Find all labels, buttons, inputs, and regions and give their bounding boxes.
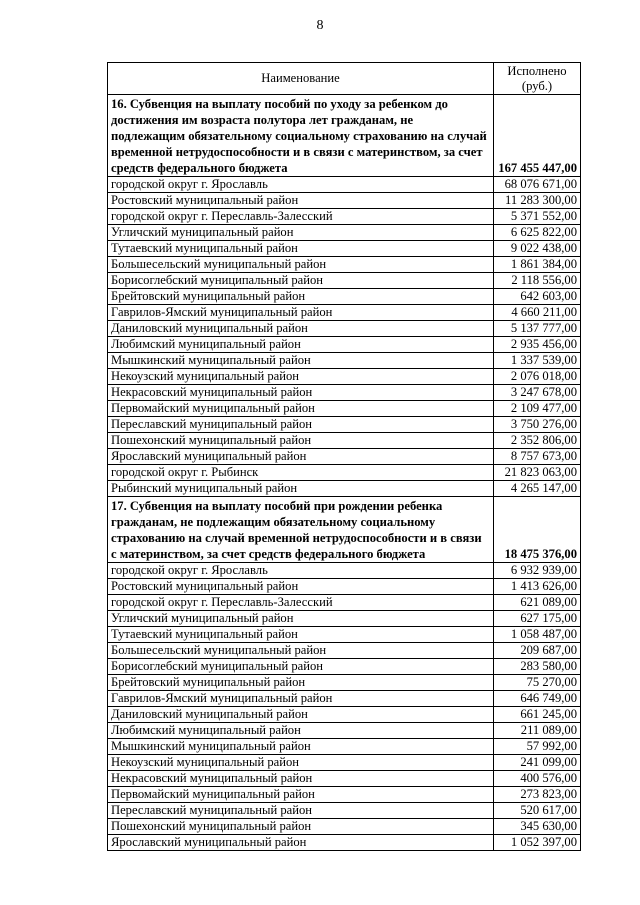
section-row [108,95,581,177]
table-row [108,707,581,723]
row-value: 6 625 822,00 [494,225,581,241]
row-name: Борисоглебский муниципальный район [108,659,494,675]
row-name: Переславский муниципальный район [108,803,494,819]
table-row [108,289,581,305]
row-name: Некоузский муниципальный район [108,369,494,385]
row-name: Тутаевский муниципальный район [108,627,494,643]
row-value: 3 247 678,00 [494,385,581,401]
row-value: 2 109 477,00 [494,401,581,417]
row-value: 621 089,00 [494,595,581,611]
table-row [108,643,581,659]
row-name: Большесельский муниципальный район [108,643,494,659]
row-name: городской округ г. Ярославль [108,177,494,193]
row-name: Брейтовский муниципальный район [108,289,494,305]
row-value: 400 576,00 [494,771,581,787]
table-row [108,321,581,337]
row-value: 21 823 063,00 [494,465,581,481]
row-name: Мышкинский муниципальный район [108,739,494,755]
row-value: 1 861 384,00 [494,257,581,273]
table-row [108,257,581,273]
table-header-row [108,63,581,95]
table-row [108,177,581,193]
table-row [108,465,581,481]
row-value: 6 932 939,00 [494,563,581,579]
row-value: 11 283 300,00 [494,193,581,209]
row-name: городской округ г. Переславль-Залесский [108,595,494,611]
row-value: 57 992,00 [494,739,581,755]
table-row [108,611,581,627]
table-row [108,563,581,579]
row-name: Переславский муниципальный район [108,417,494,433]
row-value: 68 076 671,00 [494,177,581,193]
table-row [108,723,581,739]
row-name: Тутаевский муниципальный район [108,241,494,257]
table-row [108,225,581,241]
row-value: 273 823,00 [494,787,581,803]
table-row [108,595,581,611]
row-value: 9 022 438,00 [494,241,581,257]
row-name: Любимский муниципальный район [108,337,494,353]
row-name: Угличский муниципальный район [108,611,494,627]
row-name: Борисоглебский муниципальный район [108,273,494,289]
row-name: Гаврилов-Ямский муниципальный район [108,305,494,321]
row-name: Пошехонский муниципальный район [108,433,494,449]
table-row [108,353,581,369]
row-value: 520 617,00 [494,803,581,819]
section-total: 167 455 447,00 [494,95,581,177]
row-name: Ярославский муниципальный район [108,449,494,465]
row-name: Рыбинский муниципальный район [108,481,494,497]
section-total: 18 475 376,00 [494,497,581,563]
table-row [108,691,581,707]
row-name: Ростовский муниципальный район [108,193,494,209]
row-name: городской округ г. Ярославль [108,563,494,579]
row-name: Большесельский муниципальный район [108,257,494,273]
row-value: 642 603,00 [494,289,581,305]
table-row [108,481,581,497]
row-name: Угличский муниципальный район [108,225,494,241]
table-row [108,209,581,225]
row-value: 1 337 539,00 [494,353,581,369]
row-value: 2 076 018,00 [494,369,581,385]
table-row [108,305,581,321]
table-row [108,659,581,675]
section-row [108,497,581,563]
row-name: Некоузский муниципальный район [108,755,494,771]
table-row [108,755,581,771]
row-value: 4 265 147,00 [494,481,581,497]
table-row [108,401,581,417]
row-name: Первомайский муниципальный район [108,401,494,417]
table-row [108,273,581,289]
table-row [108,193,581,209]
row-value: 627 175,00 [494,611,581,627]
row-name: Даниловский муниципальный район [108,707,494,723]
table-row [108,835,581,851]
row-value: 5 137 777,00 [494,321,581,337]
row-name: Некрасовский муниципальный район [108,771,494,787]
row-value: 209 687,00 [494,643,581,659]
table-row [108,417,581,433]
table-row [108,739,581,755]
row-value: 3 750 276,00 [494,417,581,433]
table-row [108,787,581,803]
table-row [108,433,581,449]
row-value: 2 935 456,00 [494,337,581,353]
row-value: 2 118 556,00 [494,273,581,289]
row-value: 211 089,00 [494,723,581,739]
table-row [108,449,581,465]
row-value: 345 630,00 [494,819,581,835]
row-value: 646 749,00 [494,691,581,707]
row-value: 5 371 552,00 [494,209,581,225]
row-name: городской округ г. Рыбинск [108,465,494,481]
row-value: 1 058 487,00 [494,627,581,643]
row-name: Гаврилов-Ямский муниципальный район [108,691,494,707]
table-row [108,771,581,787]
section-title: 17. Субвенция на выплату пособий при рождении ребенка гражданам, не подлежащим обязательному социальному страхованию на случай временной нетрудоспособности и в связи с материнством, за счет средств федерального бюджета [108,497,494,563]
row-value: 8 757 673,00 [494,449,581,465]
row-name: Брейтовский муниципальный район [108,675,494,691]
table-row [108,579,581,595]
table-row [108,241,581,257]
row-value: 241 099,00 [494,755,581,771]
row-value: 2 352 806,00 [494,433,581,449]
table-row [108,675,581,691]
row-name: Мышкинский муниципальный район [108,353,494,369]
row-name: Ярославский муниципальный район [108,835,494,851]
table-row [108,803,581,819]
row-value: 661 245,00 [494,707,581,723]
row-name: городской округ г. Переславль-Залесский [108,209,494,225]
table-row [108,385,581,401]
row-name: Ростовский муниципальный район [108,579,494,595]
row-value: 75 270,00 [494,675,581,691]
table-row [108,627,581,643]
table-row [108,337,581,353]
row-name: Любимский муниципальный район [108,723,494,739]
row-name: Некрасовский муниципальный район [108,385,494,401]
section-title: 16. Субвенция на выплату пособий по уходу за ребенком до достижения им возраста полутора лет гражданам, не подлежащим обязательному социальному страхованию на случай временной нетрудоспособности и в связи с материнством, за счет средств федерального бюджета [108,95,494,177]
row-value: 283 580,00 [494,659,581,675]
header-value: Исполнено (руб.) [494,63,581,95]
page-number: 8 [316,18,324,33]
budget-table [107,62,581,851]
row-name: Даниловский муниципальный район [108,321,494,337]
row-name: Пошехонский муниципальный район [108,819,494,835]
header-name: Наименование [108,63,494,95]
table-row [108,369,581,385]
row-value: 4 660 211,00 [494,305,581,321]
table-row [108,819,581,835]
row-name: Первомайский муниципальный район [108,787,494,803]
row-value: 1 052 397,00 [494,835,581,851]
row-value: 1 413 626,00 [494,579,581,595]
